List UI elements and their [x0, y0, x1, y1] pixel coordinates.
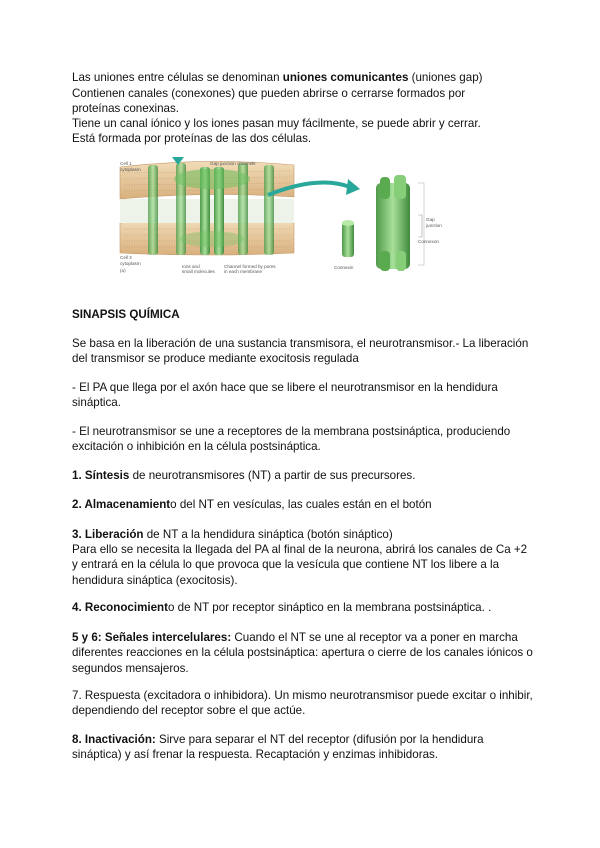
label-gap-channels: Gap junction channels [210, 161, 256, 166]
label-connexon: Connexon [418, 239, 439, 244]
step-3-title: 3. Liberación [72, 528, 144, 541]
intro-line-4: Está formada por proteínas de las dos células. [72, 132, 312, 145]
step-1 [72, 468, 534, 483]
step-2 [72, 497, 534, 512]
step-3-text: de NT a la hendidura sináptica (botón sináptico) [143, 528, 393, 541]
sinapsis-paragraph-3: - El neurotransmisor se une a receptores de la membrana postsináptica, produciendo excitación o inhibición en la célula postsináptica. [72, 425, 511, 454]
step-7 [72, 688, 534, 719]
label-each-membrane: in each membrane [224, 269, 263, 274]
label-cytoplasm-2: cytoplasm [120, 261, 141, 266]
label-junction: junction [426, 223, 442, 228]
step-5-6 [72, 630, 534, 676]
intro-line-1-bold: uniones comunicantes [282, 71, 409, 84]
intro-line-3: Tiene un canal iónico y los iones pasan muy fácilmente, se puede abrir y cerrar. [72, 117, 481, 130]
step-7-text: 7. Respuesta (excitadora o inhibidora). Un mismo neurotransmisor puede excitar o inhibir, dependiendo del receptor sobre el que actúe. [72, 689, 533, 718]
step-1-text: de neurotransmisores (NT) a partir de sus precursores. [129, 469, 416, 482]
intro-line-1-suffix: (uniones gap) [408, 71, 483, 84]
step-4-title: 4. Reconocimient [72, 601, 168, 614]
step-4-text: o de NT por receptor sináptico en la membrana postsináptica. . [168, 601, 492, 614]
step-5-6-title: 5 y 6: Señales intercelulares: [72, 631, 232, 644]
step-3 [72, 527, 534, 542]
step-3-detail-text: Para ello se necesita la llegada del PA al final de la neurona, abrirá los canales de Ca +2 y entrará en la célula lo que provoca que la vesícula que contiene NT los libere a la hendidura sináptica (exocitosis). [72, 543, 528, 587]
label-cell-2: Cell 2 [120, 255, 132, 260]
step-2-title: 2. Almacenamient [72, 498, 171, 511]
step-5-6-text: Cuando el NT se une al receptor va a poner en marcha diferentes reacciones en la célula postsináptica: apertura o cierre de los canales iónicos o segundos mensajeros. [72, 631, 533, 675]
label-panel-a: (a) [120, 268, 126, 273]
connexin-zoom [342, 220, 354, 257]
sinapsis-paragraph-2: - El PA que llega por el axón hace que se libere el neurotransmisor en la hendidura sináptica. [72, 381, 498, 410]
sinapsis-paragraph-1: Se basa en la liberación de una sustancia transmisora, el neurotransmisor.- La liberación del transmisor se produce mediante exocitosis regulada [72, 337, 529, 366]
intro-line-2: Contienen canales (conexones) que pueden abrirse o cerrarse formados por proteínas conexinas. [72, 87, 466, 116]
step-8 [72, 732, 534, 763]
step-3-detail [72, 542, 534, 588]
label-connexin: Connexin [334, 265, 354, 270]
step-1-title: 1. Síntesis [72, 469, 130, 482]
intro-line-1 [72, 70, 534, 85]
label-cell-1: Cell 1 [120, 161, 132, 166]
gap-junction-figure [118, 153, 490, 275]
label-ions: Ions and [182, 264, 200, 269]
label-channel-formed: Channel formed by pores [224, 264, 276, 269]
intro-line-1-text: Las uniones entre células se denominan [72, 71, 283, 84]
step-8-title: 8. Inactivación: [72, 733, 156, 746]
step-4 [72, 600, 534, 615]
step-8-text: Sirve para separar el NT del receptor (difusión por la hendidura sináptica) y así frenar la respuesta. Recaptación y enzimas inhibidoras. [72, 733, 484, 762]
section-title: SINAPSIS QUÍMICA [72, 308, 180, 321]
label-cytoplasm-1: cytoplasm [120, 167, 141, 172]
label-small-molecules: small molecules [182, 269, 215, 274]
connexon-zoom [376, 175, 410, 271]
label-gap: Gap [426, 217, 435, 222]
step-2-text: o del NT en vesículas, las cuales están en el botón [170, 498, 432, 511]
